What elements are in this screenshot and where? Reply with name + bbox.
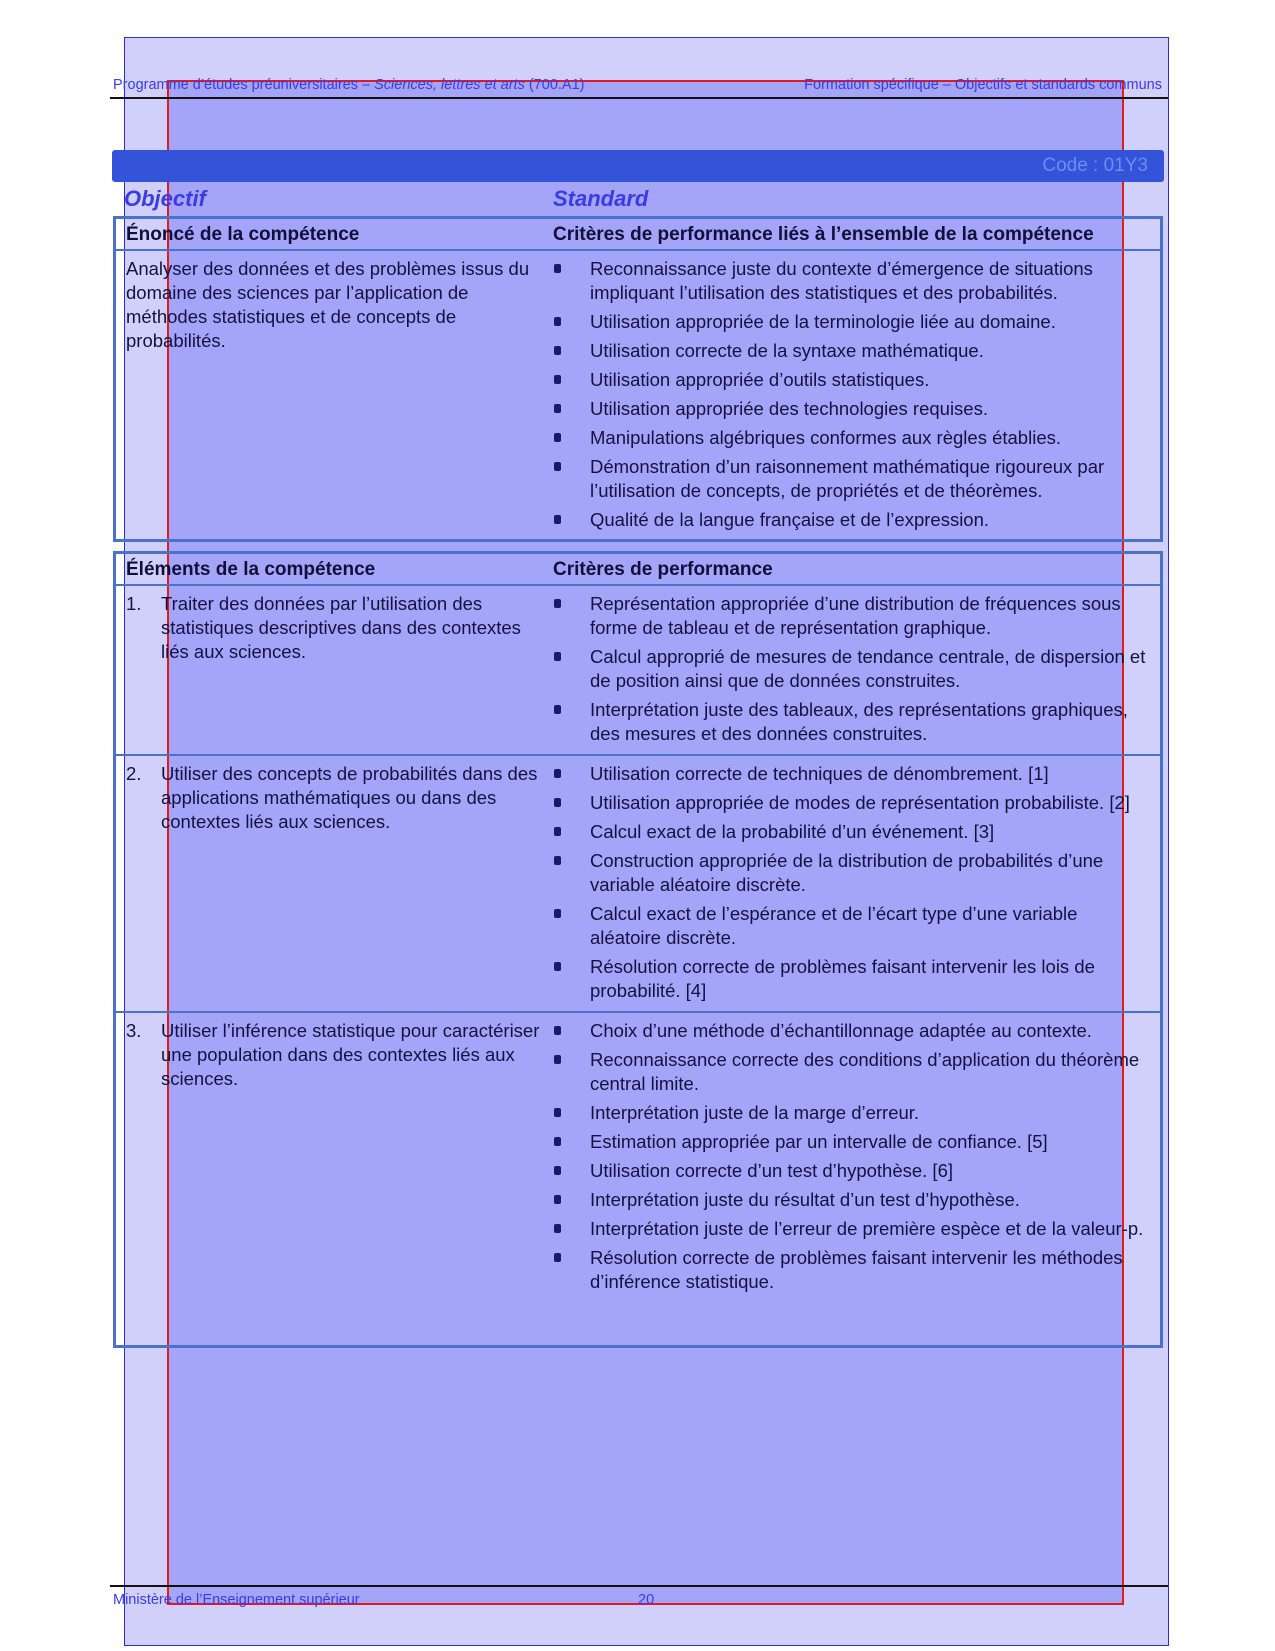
- elements-section-header: [116, 554, 1160, 586]
- elements-section: [113, 551, 1163, 1348]
- criterion-text: Utilisation correcte de techniques de dénombrement. [1]: [590, 763, 1049, 784]
- element-3-criteria: [553, 1013, 1160, 1302]
- list-item: [553, 368, 1152, 392]
- element-row-2: [116, 754, 1160, 1011]
- criterion-text: Calcul exact de la probabilité d’un événement. [3]: [590, 821, 995, 842]
- criterion-text: Estimation appropriée par un intervalle de confiance. [5]: [590, 1131, 1048, 1152]
- element-2-criteria: [553, 756, 1160, 1011]
- element-number: 2.: [126, 763, 142, 784]
- element-text: Utiliser l’inférence statistique pour caractériser une population dans des contextes liés aux sciences.: [161, 1020, 540, 1089]
- bullet-icon: [554, 1026, 561, 1035]
- criteres-ensemble-heading: Critères de performance liés à l’ensemble de la compétence: [553, 224, 1094, 245]
- bullet-icon: [554, 1137, 561, 1146]
- list-item: [553, 1048, 1152, 1096]
- criterion-text: Utilisation appropriée de la terminologie liée au domaine.: [590, 311, 1056, 332]
- bullet-icon: [554, 462, 561, 471]
- criterion-text: Interprétation juste des tableaux, des représentations graphiques, des mesures et des données construites.: [590, 699, 1128, 744]
- list-item: [553, 645, 1152, 693]
- list-item: [553, 820, 1152, 844]
- bullet-icon: [554, 705, 561, 714]
- header-program-italic: Sciences, lettres et arts: [374, 77, 525, 93]
- bullet-icon: [554, 827, 561, 836]
- criterion-text: Utilisation appropriée de modes de représentation probabiliste. [2]: [590, 792, 1130, 813]
- bullet-icon: [554, 856, 561, 865]
- list-item: [553, 257, 1152, 305]
- bullet-icon: [554, 1253, 561, 1262]
- criterion-text: Résolution correcte de problèmes faisant intervenir les méthodes d’inférence statistique.: [590, 1247, 1123, 1292]
- element-number: 3.: [126, 1020, 142, 1041]
- bullet-icon: [554, 909, 561, 918]
- criterion-text: Utilisation appropriée d’outils statistiques.: [590, 369, 930, 390]
- list-item: [553, 1217, 1152, 1241]
- footer-page-number: 20: [638, 1592, 655, 1608]
- header-program: [113, 77, 584, 93]
- criterion-text: Interprétation juste de l’erreur de première espèce et de la valeur-p.: [590, 1218, 1144, 1239]
- element-row-1: [116, 586, 1160, 754]
- bullet-icon: [554, 404, 561, 413]
- bullet-icon: [554, 375, 561, 384]
- list-item: [553, 397, 1152, 421]
- criterion-text: Qualité de la langue française et de l’expression.: [590, 509, 990, 530]
- bullet-icon: [554, 1055, 561, 1064]
- criterion-text: Calcul approprié de mesures de tendance centrale, de dispersion et de position ainsi que de données construites.: [590, 646, 1146, 691]
- bullet-icon: [554, 1224, 561, 1233]
- element-number: 1.: [126, 593, 142, 614]
- list-item: [553, 592, 1152, 640]
- bullet-icon: [554, 433, 561, 442]
- bullet-icon: [554, 1166, 561, 1175]
- element-3: [126, 1019, 541, 1091]
- enonce-text: Analyser des données et des problèmes issus du domaine des sciences par l’application de méthodes statistiques et de concepts de probabilités.: [126, 258, 530, 351]
- list-item: [553, 902, 1152, 950]
- element-2: [126, 762, 541, 834]
- element-text: Traiter des données par l’utilisation des statistiques descriptives dans des contextes liés aux sciences.: [161, 593, 521, 662]
- list-item: [553, 849, 1152, 897]
- list-item: [553, 455, 1152, 503]
- footer-rule: [110, 1585, 1168, 1587]
- criterion-text: Calcul exact de l’espérance et de l’écart type d’une variable aléatoire discrète.: [590, 903, 1078, 948]
- bullet-icon: [554, 599, 561, 608]
- code-bar: [112, 150, 1164, 182]
- bullet-icon: [554, 317, 561, 326]
- bullet-icon: [554, 1108, 561, 1117]
- criterion-text: Interprétation juste de la marge d’erreur.: [590, 1102, 920, 1123]
- bullet-icon: [554, 798, 561, 807]
- criterion-text: Construction appropriée de la distribution de probabilités d’une variable aléatoire discrète.: [590, 850, 1104, 895]
- bullet-icon: [554, 264, 561, 273]
- criterion-text: Reconnaissance juste du contexte d’émergence de situations impliquant l’utilisation des statistiques et des probabilités.: [590, 258, 1093, 303]
- criterion-text: Choix d’une méthode d’échantillonnage adaptée au contexte.: [590, 1020, 1092, 1041]
- list-item: [553, 310, 1152, 334]
- criteres-heading: Critères de performance: [553, 559, 773, 580]
- bullet-icon: [554, 962, 561, 971]
- list-item: [553, 426, 1152, 450]
- element-text: Utiliser des concepts de probabilités dans des applications mathématiques ou dans des contextes liés aux sciences.: [161, 763, 538, 832]
- criterion-text: Résolution correcte de problèmes faisant intervenir les lois de probabilité. [4]: [590, 956, 1095, 1001]
- criterion-text: Manipulations algébriques conformes aux règles établies.: [590, 427, 1061, 448]
- bullet-icon: [554, 346, 561, 355]
- bullet-icon: [554, 652, 561, 661]
- list-item: [553, 791, 1152, 815]
- footer-ministry: Ministère de l’Enseignement supérieur: [113, 1592, 360, 1608]
- enonce-heading: Énoncé de la compétence: [126, 224, 360, 245]
- standard-title: Standard: [553, 186, 649, 211]
- list-item: [553, 955, 1152, 1003]
- criterion-text: Représentation appropriée d’une distribution de fréquences sous forme de tableau et de représentation graphique.: [590, 593, 1121, 638]
- list-item: [553, 1246, 1152, 1294]
- list-item: [553, 1019, 1152, 1043]
- enonce-section: [113, 216, 1163, 542]
- enonce-section-header: [116, 219, 1160, 251]
- bullet-icon: [554, 1195, 561, 1204]
- element-1: [126, 592, 541, 664]
- list-item: [553, 1130, 1152, 1154]
- criterion-text: Reconnaissance correcte des conditions d’application du théorème central limite.: [590, 1049, 1140, 1094]
- element-1-criteria: [553, 586, 1160, 754]
- header-program-suffix: (700.A1): [524, 77, 585, 93]
- elements-heading: Éléments de la compétence: [126, 559, 376, 580]
- list-item: [553, 1159, 1152, 1183]
- list-item: [553, 339, 1152, 363]
- list-item: [553, 1101, 1152, 1125]
- criterion-text: Interprétation juste du résultat d’un test d’hypothèse.: [590, 1189, 1020, 1210]
- criterion-text: Utilisation appropriée des technologies requises.: [590, 398, 988, 419]
- list-item: [553, 698, 1152, 746]
- enonce-row: [116, 251, 1160, 540]
- bullet-icon: [554, 515, 561, 524]
- header-section: Formation spécifique – Objectifs et standards communs: [804, 77, 1162, 93]
- header-rule: [110, 97, 1168, 99]
- objectif-title: Objectif: [124, 186, 206, 211]
- enonce-criteria-list: [553, 251, 1160, 540]
- list-item: [553, 1188, 1152, 1212]
- code-label: Code : 01Y3: [1042, 155, 1148, 176]
- header-program-prefix: Programme d’études préuniversitaires –: [113, 77, 375, 93]
- list-item: [553, 508, 1152, 532]
- element-row-3: [116, 1011, 1160, 1302]
- criterion-text: Démonstration d’un raisonnement mathématique rigoureux par l’utilisation de concepts, de propriétés et de théorèmes.: [590, 456, 1105, 501]
- bullet-icon: [554, 769, 561, 778]
- criterion-text: Utilisation correcte de la syntaxe mathématique.: [590, 340, 984, 361]
- criterion-text: Utilisation correcte d’un test d’hypothèse. [6]: [590, 1160, 953, 1181]
- list-item: [553, 762, 1152, 786]
